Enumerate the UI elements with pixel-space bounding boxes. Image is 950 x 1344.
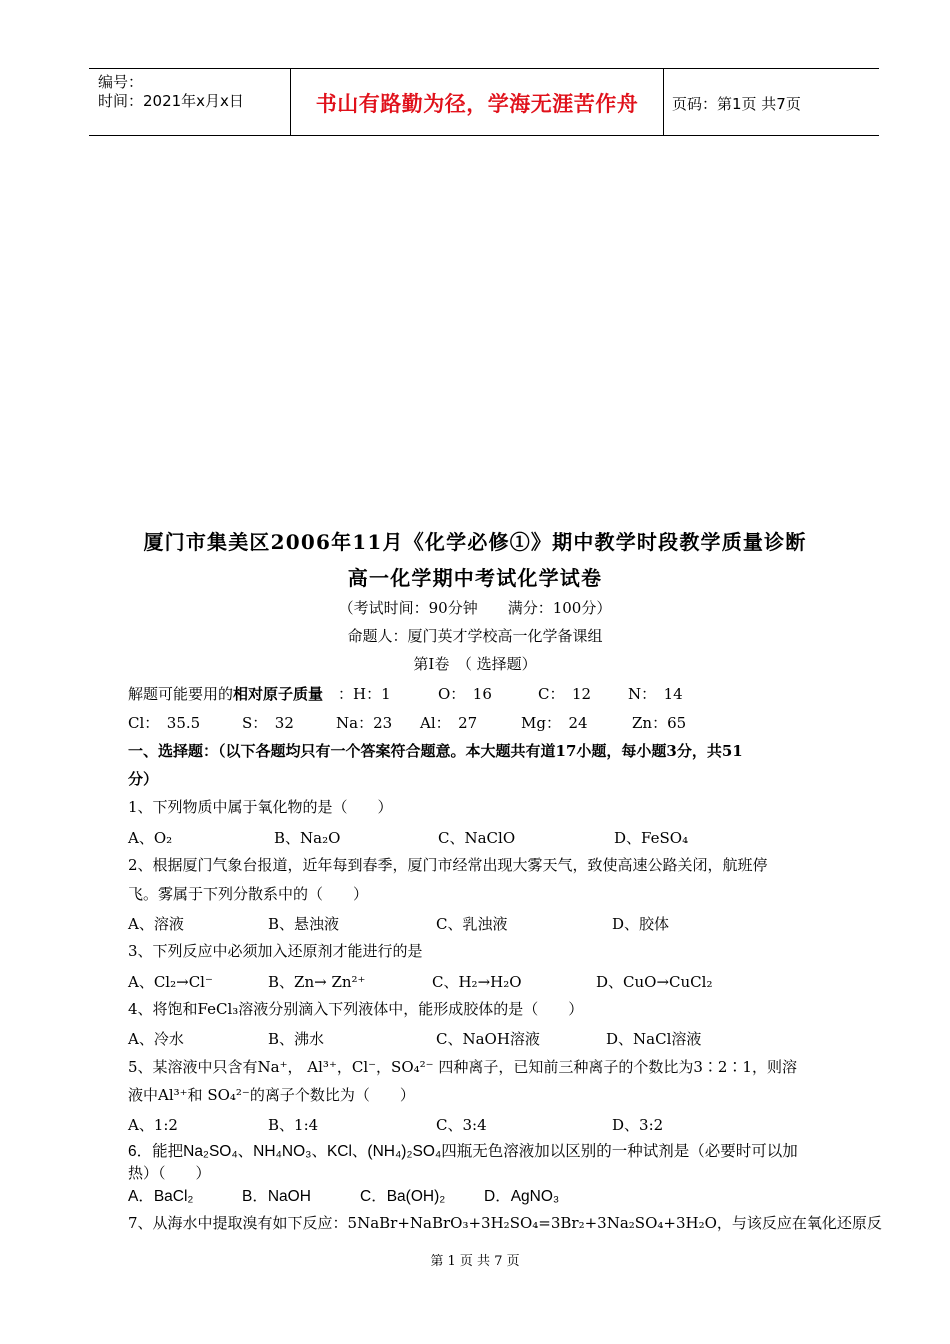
option: D、胶体 [612,915,670,933]
atomic-item: Cl： 35.5 [128,714,201,732]
option: B、Na₂O [274,829,341,847]
exam-time-info: （考试时间：90分钟 满分：100分） [338,599,612,617]
page-footer: 第 1 页 共 7 页 [430,1254,520,1269]
atomic-item: Mg： 24 [521,714,588,732]
question-6-stem-line1: 6．能把Na₂SO₄、NH₄NO₃、KCl、(NH₄)₂SO₄四瓶无色溶液加以区别的一种试剂是（必要时可以加 [128,1143,798,1160]
question-1-options [128,827,828,847]
option: C．Ba(OH)₂ [360,1188,446,1205]
option: A、Cl₂→Cl⁻ [128,973,213,991]
serial-label: 编号： [98,73,144,91]
atomic-mass-row-1 [128,683,828,703]
option: D．AgNO₃ [484,1188,560,1205]
question-6-options [128,1184,828,1204]
question-4-options [128,1028,828,1048]
atomic-item: C： 12 [538,685,592,703]
option: B、悬浊液 [268,915,340,933]
option: A．BaCl₂ [128,1188,194,1205]
option: C、NaOH溶液 [436,1030,540,1048]
atomic-item: Al： 27 [420,714,478,732]
question-5-options [128,1114,828,1134]
header-top-rule [89,68,879,69]
header-divider-right [663,68,664,136]
option: D、CuO→CuCl₂ [596,973,713,991]
option: A、溶液 [128,915,184,933]
motto: 书山有路勤为径，学海无涯苦作舟 [315,92,639,116]
option: C、NaClO [438,829,516,847]
option: D、3:2 [612,1116,664,1134]
option: C、3:4 [436,1116,487,1134]
atomic-mass-row-2 [128,712,828,732]
question-2-stem-line2: 飞。雾属于下列分散系中的（ ） [128,885,369,903]
question-1-stem: 1、下列物质中属于氧化物的是（ ） [128,798,393,816]
option: A、O₂ [128,829,173,847]
question-5-stem-line2: 液中Al³⁺和 SO₄²⁻的离子个数比为（ ） [128,1086,415,1104]
atomic-item: N： 14 [628,685,683,703]
option: D、NaCl溶液 [606,1030,702,1048]
option: A、冷水 [128,1030,184,1048]
question-2-options [128,913,828,933]
option: B．NaOH [242,1188,311,1205]
section-heading-line1: 一、选择题：（以下各题均只有一个答案符合题意。本大题共有道17小题，每小题3分，共51 [128,742,743,760]
atomic-item: ：H：1 [338,685,391,703]
question-7-stem: 7、从海水中提取溴有如下反应：5NaBr+NaBrO₃+3H₂SO₄=3Br₂+3Na₂SO₄+3H₂O，与该反应在氧化还原反 [128,1214,882,1232]
section-heading-line2: 分） [128,770,159,788]
question-2-stem-line1: 2、根据厦门气象台报道，近年每到春季，厦门市经常出现大雾天气，致使高速公路关闭，航班停 [128,856,768,874]
option: A、1:2 [128,1116,178,1134]
atomic-item: O： 16 [438,685,492,703]
header-divider-left [290,68,291,136]
volume-heading: 第Ⅰ卷 （ 选择题） [413,655,537,673]
question-3-stem: 3、下列反应中必须加入还原剂才能进行的是 [128,942,423,960]
header-bottom-rule [89,135,879,136]
date-label: 时间：2021年x月x日 [98,92,244,110]
exam-author: 命题人：厦门英才学校高一化学备课组 [347,627,603,645]
atomic-bold: 相对原子质量 [233,685,324,703]
option: D、FeSO₄ [614,829,689,847]
option: B、1:4 [268,1116,319,1134]
option: B、Zn→ Zn²⁺ [268,973,366,991]
atomic-item: Zn：65 [632,714,687,732]
atomic-prefix: 解题可能要用的 [128,685,234,703]
option: C、乳浊液 [436,915,508,933]
exam-title-line2: 高一化学期中考试化学试卷 [347,566,603,590]
question-5-stem-line1: 5、某溶液中只含有Na⁺， Al³⁺，Cl⁻，SO₄²⁻ 四种离子，已知前三种离子的个数比为3∶2∶1，则溶 [128,1058,797,1076]
exam-title-line1: 厦门市集美区2006年11月《化学必修①》期中教学时段教学质量诊断 [143,530,807,554]
atomic-item: S： 32 [242,714,294,732]
atomic-item: Na：23 [336,714,393,732]
option: B、沸水 [268,1030,325,1048]
option: C、H₂→H₂O [432,973,522,991]
question-4-stem: 4、将饱和FeCl₃溶液分别滴入下列液体中，能形成胶体的是（ ） [128,1000,584,1018]
question-6-stem-line2: 热）（ ） [128,1164,211,1182]
page-label: 页码：第1页 共7页 [672,95,801,113]
question-3-options [128,971,828,991]
